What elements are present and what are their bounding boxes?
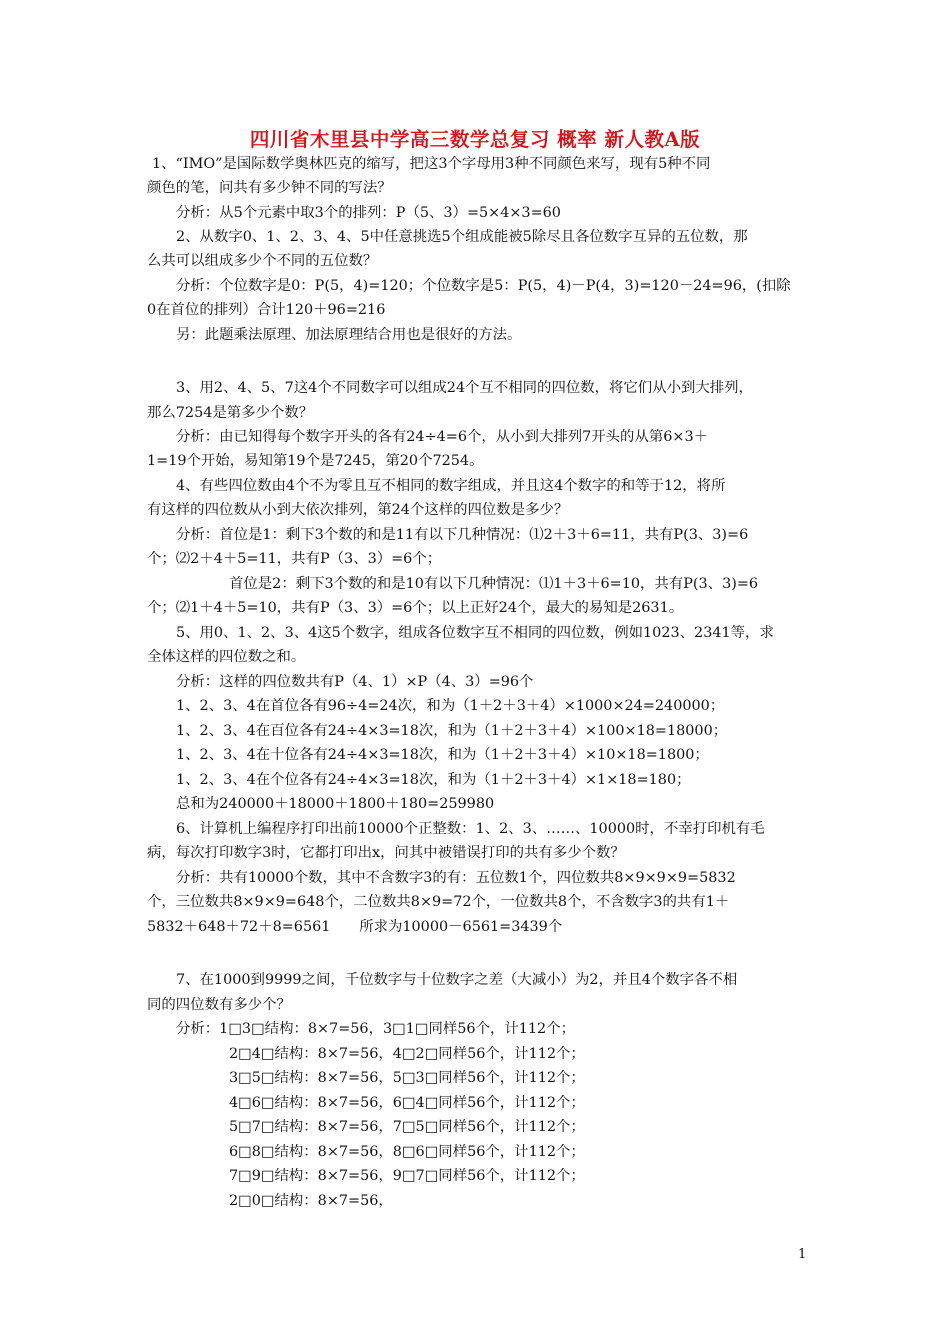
- text-line: 分析：这样的四位数共有P（4、1）×P（4、3）=96个: [176, 674, 534, 690]
- text-line: 2□4□结构：8×7=56，4□2□同样56个，计112个；: [229, 1046, 585, 1062]
- text-line: 同的四位数有多少个？: [147, 997, 291, 1013]
- text-line: 么共可以组成多少个不同的五位数？: [147, 253, 378, 269]
- text-line: 5□7□结构：8×7=56，7□5□同样56个，计112个；: [229, 1119, 585, 1135]
- text-line: 7、在1000到9999之间，千位数字与十位数字之差（大减小）为2，并且4个数字各不相: [176, 972, 738, 988]
- text-line: 1、“IMO”是国际数学奥林匹克的缩写，把这3个字母用3种不同颜色来写，现有5种不同: [152, 156, 711, 172]
- text-line: 3□5□结构：8×7=56，5□3□同样56个，计112个；: [229, 1070, 585, 1086]
- text-line: 3、用2、4、5、7这4个不同数字可以组成24个互不相同的四位数，将它们从小到大排列，: [176, 380, 753, 396]
- text-line: 5832＋648＋72＋8=6561 所求为10000－6561=3439个: [147, 919, 563, 935]
- text-line: 4□6□结构：8×7=56，6□4□同样56个，计112个；: [229, 1095, 585, 1111]
- text-line: 另：此题乘法原理、加法原理结合用也是很好的方法。: [176, 327, 522, 343]
- text-line: 首位是2：剩下3个数的和是10有以下几种情况：⑴1＋3＋6=10，共有P(3、3)=6: [229, 576, 759, 592]
- text-line: 1、2、3、4在十位各有24÷4×3=18次，和为（1＋2＋3＋4）×10×18=1800；: [176, 747, 709, 763]
- text-line: 个，三位数共8×9×9=648个，二位数共8×9=72个，一位数共8个，不含数字3的共有1＋: [147, 894, 730, 910]
- text-line: 个；⑵2＋4＋5=11，共有P（3、3）=6个；: [147, 551, 442, 567]
- text-line: 7□9□结构：8×7=56，9□7□同样56个，计112个；: [229, 1168, 585, 1184]
- document-title: 四川省木里县中学高三数学总复习 概率 新人教A版: [249, 128, 701, 151]
- text-line: 分析：从5个元素中取3个的排列：P（5、3）=5×4×3=60: [176, 205, 561, 221]
- text-line: 2、从数字0、1、2、3、4、5中任意挑选5个组成能被5除尽且各位数字互异的五位数，那: [176, 229, 748, 245]
- text-line: 个；⑵1＋4＋5=10，共有P（3、3）=6个；以上正好24个，最大的易知是2631。: [147, 600, 684, 616]
- text-line: 分析：1□3□结构：8×7=56，3□1□同样56个，计112个；: [176, 1021, 575, 1037]
- text-line: 1=19个开始，易知第19个是7245，第20个7254。: [147, 453, 484, 469]
- text-line: 分析：由已知得每个数字开头的各有24÷4=6个，从小到大排列7开头的从第6×3＋: [176, 429, 708, 445]
- text-line: 有这样的四位数从小到大依次排列，第24个这样的四位数是多少？: [147, 502, 569, 518]
- text-line: 0在首位的排列）合计120＋96=216: [147, 302, 386, 318]
- text-line: 1、2、3、4在首位各有96÷4=24次，和为（1＋2＋3＋4）×1000×24=240000；: [176, 698, 725, 714]
- text-line: 1、2、3、4在百位各有24÷4×3=18次，和为（1＋2＋3＋4）×100×18=18000；: [176, 723, 728, 739]
- text-line: 全体这样的四位数之和。: [147, 649, 306, 665]
- text-line: 1、2、3、4在个位各有24÷4×3=18次，和为（1＋2＋3＋4）×1×18=180；: [176, 772, 691, 788]
- text-line: 6□8□结构：8×7=56，8□6□同样56个，计112个；: [229, 1144, 585, 1160]
- text-line: 总和为240000＋18000＋1800＋180=259980: [176, 796, 495, 812]
- text-line: 分析：首位是1：剩下3个数的和是11有以下几种情况：⑴2＋3＋6=11，共有P(3、3)=6: [176, 527, 749, 543]
- text-line: 2□0□结构：8×7=56，: [229, 1193, 393, 1209]
- text-line: 分析：共有10000个数，其中不含数字3的有：五位数1个，四位数共8×9×9×9=5832: [176, 870, 736, 886]
- text-line: 6、计算机上编程序打印出前10000个正整数：1、2、3、……、10000时，不幸打印机有毛: [176, 821, 765, 837]
- text-line: 分析：个位数字是0：P(5，4)=120；个位数字是5：P(5，4)－P(4，3)=120－24=96，(扣除: [176, 278, 791, 294]
- text-line: 5、用0、1、2、3、4这5个数字，组成各位数字互不相同的四位数，例如1023、2341等，求: [176, 625, 774, 641]
- text-line: 颜色的笔，问共有多少钟不同的写法？: [147, 180, 392, 196]
- page-number: 1: [798, 1247, 807, 1262]
- text-line: 4、有些四位数由4个不为零且互不相同的数字组成，并且这4个数字的和等于12，将所: [176, 478, 726, 494]
- text-line: 病，每次打印数字3时，它都打印出x，问其中被错误打印的共有多少个数？: [147, 845, 625, 861]
- text-line: 那么7254是第多少个数？: [147, 405, 314, 421]
